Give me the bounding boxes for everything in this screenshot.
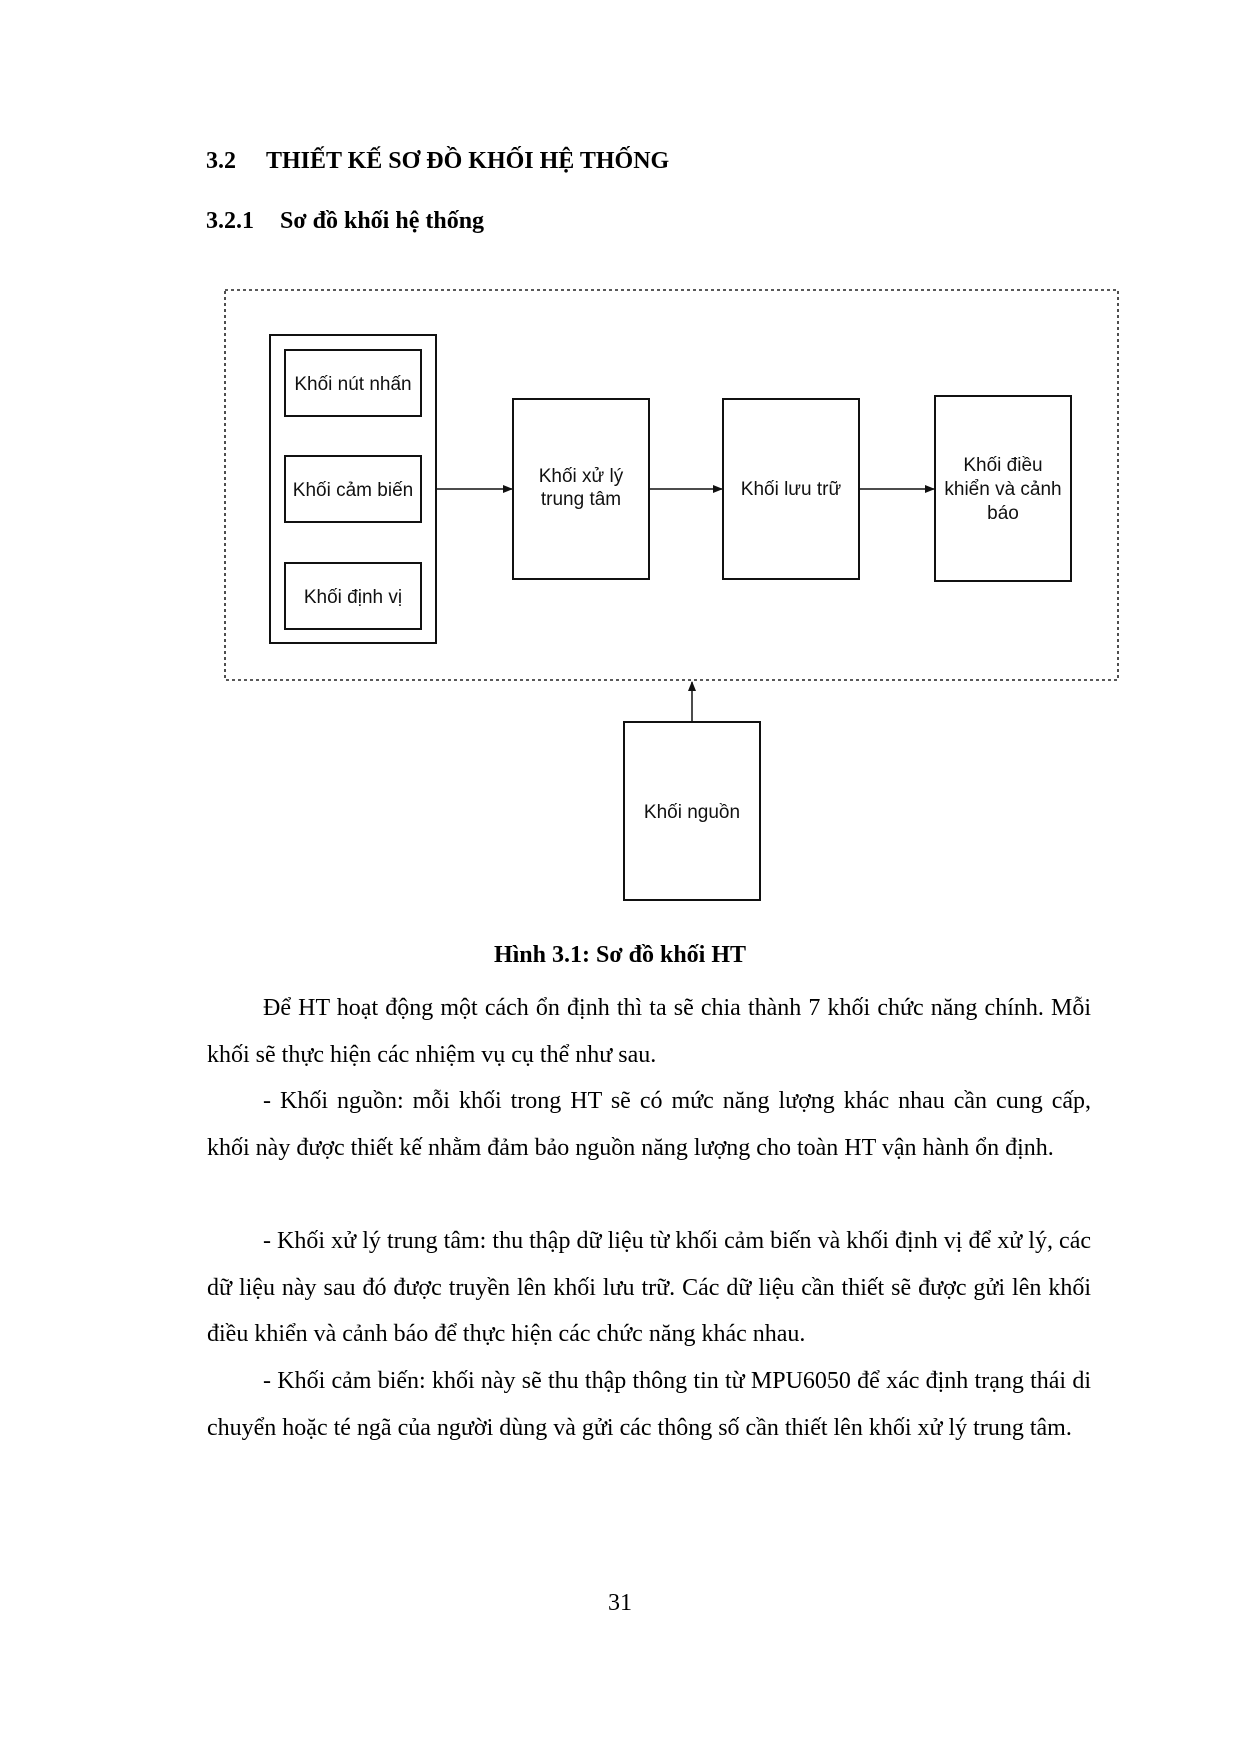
paragraph-intro [207, 985, 1091, 1078]
storage-block-label: Khối lưu trữ [740, 479, 842, 500]
page-number: 31 [608, 1590, 632, 1616]
cpu-block-label-line1: Khối xử lý [538, 466, 624, 487]
paragraph-sensor [207, 1358, 1091, 1451]
paragraph-cpu-text: - Khối xử lý trung tâm: thu thập dữ liệu từ khối cảm biến và khối định vị để xử lý, các dữ liệu này sau đó được truyền lên khối lưu trữ. Các dữ liệu cần thiết sẽ được gửi lên khối điều khiển và cảnh báo để thực hiện các chức năng khác nhau. [207, 1228, 1091, 1347]
paragraph-intro-text: Để HT hoạt động một cách ổn định thì ta sẽ chia thành 7 khối chức năng chính. Mỗi khối sẽ thực hiện các nhiệm vụ cụ thể như sau. [207, 995, 1091, 1068]
figure-caption: Hình 3.1: Sơ đồ khối HT [493, 942, 747, 968]
paragraph-cpu [207, 1218, 1091, 1358]
subsection-number: 3.2.1 [206, 208, 254, 234]
locator-block-label: Khối định vị [303, 587, 403, 608]
sensor-block-label: Khối cảm biến [292, 480, 414, 501]
cpu-block-label-line2: trung tâm [540, 489, 622, 510]
paragraph-power [207, 1078, 1091, 1171]
section-title: THIẾT KẾ SƠ ĐỒ KHỐI HỆ THỐNG [266, 148, 670, 174]
power-block-label: Khối nguồn [643, 802, 741, 823]
paragraph-power-text: - Khối nguồn: mỗi khối trong HT sẽ có mức năng lượng khác nhau cần cung cấp, khối này được thiết kế nhằm đảm bảo nguồn năng lượng cho toàn HT vận hành ổn định. [207, 1088, 1091, 1161]
paragraph-sensor-text: - Khối cảm biến: khối này sẽ thu thập thông tin từ MPU6050 để xác định trạng thái di chuyển hoặc té ngã của người dùng và gửi các thông số cần thiết lên khối xử lý trung tâm. [207, 1368, 1091, 1441]
section-number: 3.2 [206, 148, 236, 174]
button-block-label: Khối nút nhấn [294, 374, 412, 395]
control-alert-label-line1: Khối điều [963, 455, 1043, 476]
subsection-title: Sơ đồ khối hệ thống [280, 208, 485, 234]
control-alert-label-line3: báo [987, 503, 1019, 524]
control-alert-label-line2: khiển và cảnh [944, 479, 1062, 500]
